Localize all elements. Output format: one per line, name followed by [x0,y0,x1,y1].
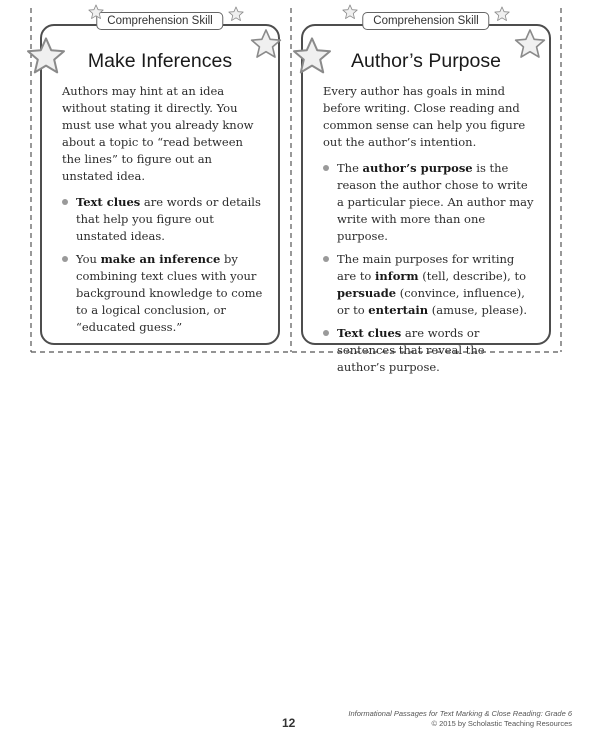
bullet-dot [323,256,329,262]
star-icon [88,4,104,20]
key-term: make an inference [100,252,221,266]
page-number: 12 [282,716,296,730]
card-title: Make Inferences [87,50,233,72]
star-icon [26,36,66,76]
card-title: Author’s Purpose [351,50,501,72]
card-intro: Every author has goals in mind before writing. Close reading and common sense can help you figure out the author’s intention. [323,84,526,149]
star-icon [342,4,358,20]
skill-card-authors-purpose [301,15,551,374]
card-body [62,83,264,342]
card-intro: Authors may hint at an idea without stating it directly. You must use what you already know about a topic to “read between the lines” to figure out an unstated idea. [62,84,254,183]
skill-tab-label: Comprehension Skill [96,12,223,30]
bullet-dot [62,199,68,205]
bullet-dot [323,165,329,171]
key-term: Text clues [337,326,402,340]
key-term: inform [375,269,419,283]
point-item: You make an inference by combining text clues with your background knowledge to come to a logical conclusion, or “educated guess.” [62,251,264,336]
bullet-dot [323,330,329,336]
bullet-dot [62,256,68,262]
star-icon [494,6,510,22]
skill-card-make-inferences [40,15,280,345]
star-icon [250,28,282,60]
copyright-line: © 2015 by Scholastic Teaching Resources [431,719,572,728]
point-item: The author’s purpose is the reason the author chose to write a particular piece. An author may write with more than one purpose. [323,160,535,245]
point-list [62,194,264,336]
point-list [323,160,535,376]
point-item: Text clues are words or details that help you figure out unstated ideas. [62,194,264,245]
book-title: Informational Passages for Text Marking & Close Reading: Grade 6 [348,709,572,718]
key-term: entertain [368,303,429,317]
star-icon [228,6,244,22]
star-icon [514,28,546,60]
card-body [323,83,535,382]
key-term: Text clues [76,195,141,209]
star-icon [292,36,332,76]
skill-tab-label: Comprehension Skill [362,12,489,30]
key-term: author’s purpose [362,161,473,175]
point-item: Text clues are words or sentences that reveal the author’s purpose. [323,325,535,376]
point-item: The main purposes for writing are to inform (tell, describe), to persuade (convince, influence), or to entertain (amuse, please). [323,251,535,319]
footer-credit [348,709,572,729]
key-term: persuade [337,286,397,300]
